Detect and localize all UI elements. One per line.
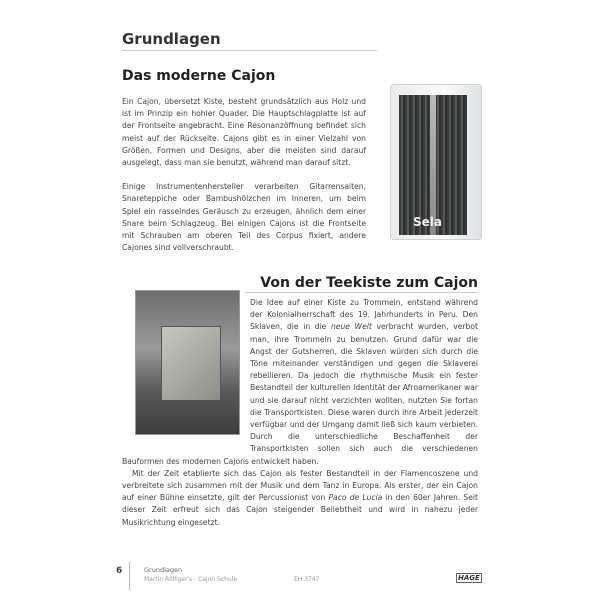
cajon-image [390,84,482,240]
section-modern-cajon [122,68,366,266]
footer-code: EH 3747 [294,576,320,583]
page-header-title: Grundlagen [122,30,221,48]
footer-chapter: Grundlagen [144,566,183,574]
paragraph: Einige Instrumentenhersteller verarbeiten Gitarrensaiten, Snareteppiche oder Bambushölzchen im Inneren, um beim Spiel ein rasselndes Geräusch zu erzeugen, ähnlich dem einer Snare beim Schlagzeug. Bei einigen Cajons ist die Frontseite mit Schrauben am oberen Teil des Corpus fixiert, andere Cajones sind vollverschraubt. [122,182,366,253]
emphasis: Paco de Lucia [328,493,383,503]
cajon-front-plate [399,95,467,235]
emphasis: neue Welt [330,322,372,332]
page-number: 6 [116,566,123,576]
cajon-stripe [430,95,436,235]
text: Mit der Zeit etablierte sich das Cajon als fester Bestandteil in der Flamencoszene und verbreitete sich zusammen mit der Musik und dem Tanz in Europa. Als erster, der ein Cajon auf einer Bühne einsetzte, gilt der Percussionist von [122,468,478,503]
section-title: Das moderne Cajon [122,68,276,84]
text: in den 60er Jahren. Seit dieser Zeit erfreut sich das Cajon steigender Beliebtheit und wird in nahezu jeder Musikrichtung eingesetzt. [122,493,478,527]
section-title: Von der Teekiste zum Cajon [260,275,478,291]
footer-divider [129,562,130,590]
publisher-logo: HAGE [458,574,480,582]
paragraph [122,468,478,529]
paragraph: Ein Cajon, übersetzt Kiste, besteht grundsätzlich aus Holz und ist im Prinzip ein hohler Quader. Die Hauptschlagplatte ist auf der Frontseite angebracht. Eine Resonanzöffnung befindet sich meist auf der Rückseite. Cajons gibt es in einer Vielzahl von Größen, Formen und Designs, aber die meisten sind darauf ausgelegt, dass man sie benutzt, während man darauf sitzt. [122,97,366,168]
section-rule [245,292,478,293]
cajon-logo: Sela [413,215,442,229]
text: verbracht wurden, verbot man, ihre Trommeln zu benutzen. Grund dafür war die Angst der Gutsherren, die Sklaven würden sich durch die Töne miteinander verständigen und gegen die Sklaverei rebellieren. Da jedoch die rhythmische Musik ein fester Bestandteil der kulturellen Identität der Afroamerikaner war und sie darauf nicht verzichten wollten, nutzten Sie fortan die Transportkisten. Diese waren durch ihre Arbeit jederzeit verfügbar und der Umgang damit ließ sich kaum verbieten. Durch die unterschiedliche Beschaffenheit der Transportkisten sollen sich auch die verschiedenen Bauformen des modernen Cajons entwickelt haben. [122,322,478,466]
footer-book: Martin Röttger's - Cajon Schule [144,576,238,583]
text: Die Idee auf einer Kiste zu Trommeln, entstand während der Kolonialherrschaft des 19. Jahrhunderts in Peru. Den Sklaven, die in die [250,298,478,332]
teekiste-photo [135,290,240,435]
tea-crate [161,326,221,401]
header-rule [122,50,377,51]
